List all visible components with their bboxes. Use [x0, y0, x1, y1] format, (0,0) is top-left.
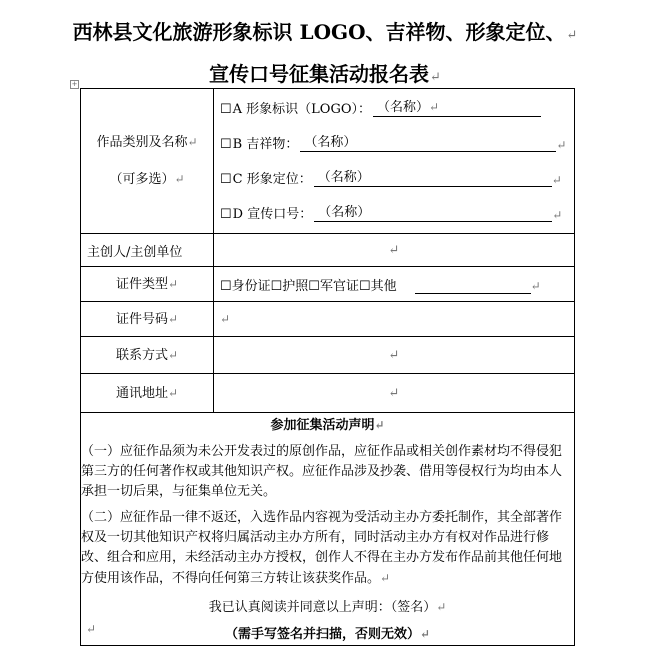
paragraph-mark-icon: ↵: [388, 347, 400, 363]
paragraph-mark-icon: ↵: [530, 278, 541, 293]
option-a-name-field[interactable]: （名称）↵: [373, 96, 541, 117]
checkbox-icon[interactable]: ☐: [220, 207, 232, 222]
id-type-other-field[interactable]: [415, 279, 531, 294]
paragraph-mark-icon: ↵: [388, 242, 400, 258]
contact-label: 联系方式: [115, 347, 168, 363]
creator-input[interactable]: [214, 234, 575, 267]
option-b-name-field[interactable]: （名称）: [300, 131, 556, 152]
option-a-label: A 形象标识（LOGO）：: [232, 102, 372, 117]
paragraph-mark-icon: ↵: [566, 28, 578, 43]
contact-label-cell: [81, 337, 214, 374]
paragraph-mark-icon: ↵: [388, 385, 400, 401]
category-label-cell: [81, 89, 214, 234]
option-d-label: D 宣传口号：: [232, 207, 313, 222]
category-option-c[interactable]: [214, 152, 574, 187]
checkbox-icon[interactable]: ☐: [220, 172, 232, 187]
paragraph-mark-icon: ↵: [174, 172, 185, 186]
address-label: 通讯地址: [115, 385, 168, 401]
id-number-label: 证件号码: [115, 311, 168, 327]
address-row: [81, 374, 575, 413]
id-type-checkboxes[interactable]: ☐身份证☐护照☐军官证☐其他: [220, 278, 397, 294]
id-number-row: [81, 302, 575, 337]
consent-signature-line[interactable]: 我已认真阅读并同意以上声明：（签名）↵: [208, 600, 447, 615]
option-d-name-field[interactable]: （名称）: [314, 201, 552, 222]
declaration-para-2: （二）应征作品一律不返还，入选作品内容视为受活动主办方委托制作，其全部著作权及一切其他知识产权将归属活动主办方所有，同时活动主办方有权对作品进行修改、组合和应用，未经活动主办方授权，创作人不得在主办方发布作品前其他任何地方使用该作品，不得向任何第三方转让该获奖作品。↵: [81, 510, 563, 586]
paragraph-mark-icon: ↵: [86, 622, 97, 636]
contact-input[interactable]: [214, 337, 575, 374]
id-type-options-cell[interactable]: [214, 267, 575, 302]
creator-row: [81, 234, 575, 267]
checkbox-icon[interactable]: ☐: [220, 137, 232, 152]
paragraph-mark-icon: ↵: [167, 276, 179, 291]
paragraph-mark-icon: ↵: [551, 173, 562, 187]
category-option-a[interactable]: [214, 89, 574, 117]
checkbox-icon[interactable]: ☐: [220, 102, 232, 117]
paragraph-mark-icon: ↵: [167, 311, 179, 326]
paragraph-mark-icon: ↵: [552, 208, 563, 222]
option-c-name-field[interactable]: （名称）: [314, 166, 552, 187]
option-c-label: C 形象定位：: [232, 172, 312, 187]
declaration-heading: 参加征集活动声明↵: [270, 418, 385, 433]
id-type-label-cell: [81, 267, 214, 302]
registration-form-table: [80, 88, 575, 646]
paragraph-mark-icon: ↵: [167, 347, 179, 362]
creator-label-cell: [81, 234, 214, 267]
id-type-label: 证件类型: [115, 276, 168, 292]
declaration-cell: [81, 413, 575, 646]
declaration-row: [81, 413, 575, 646]
address-label-cell: [81, 374, 214, 413]
paragraph-mark-icon: ↵: [167, 385, 179, 400]
id-number-input[interactable]: [214, 302, 575, 337]
contact-row: [81, 337, 575, 374]
paragraph-mark-icon: ↵: [430, 70, 441, 85]
form-title-line2: 宣传口号征集活动报名表↵: [209, 62, 441, 86]
option-b-label: B 吉祥物：: [232, 137, 299, 152]
signature-note: （需手写签名并扫描，否则无效）↵: [224, 627, 431, 642]
category-multi-hint: （可多选）: [109, 172, 175, 187]
address-input[interactable]: [214, 374, 575, 413]
category-label: 作品类别及名称: [96, 135, 188, 150]
declaration-para-1: （一）应征作品须为未公开发表过的原创作品，应征作品或相关创作素材均不得侵犯第三方的任何著作权或其他知识产权。应征作品涉及抄袭、借用等侵权行为均由本人承担一切后果，与征集单位无关。: [81, 444, 563, 499]
id-number-label-cell: [81, 302, 214, 337]
creator-label: 主创人/主创单位: [87, 244, 183, 260]
table-move-handle-icon[interactable]: +: [71, 80, 78, 88]
paragraph-mark-icon: ↵: [187, 135, 198, 149]
paragraph-mark-icon: ↵: [220, 311, 231, 326]
category-row: [81, 89, 575, 234]
form-title-line1: 西林县文化旅游形象标识 LOGO、吉祥物、形象定位、↵: [72, 20, 578, 44]
id-type-row: [81, 267, 575, 302]
category-options-cell: [214, 89, 575, 234]
paragraph-mark-icon: ↵: [556, 138, 567, 152]
category-option-d[interactable]: [214, 187, 574, 222]
category-option-b[interactable]: [214, 117, 574, 152]
